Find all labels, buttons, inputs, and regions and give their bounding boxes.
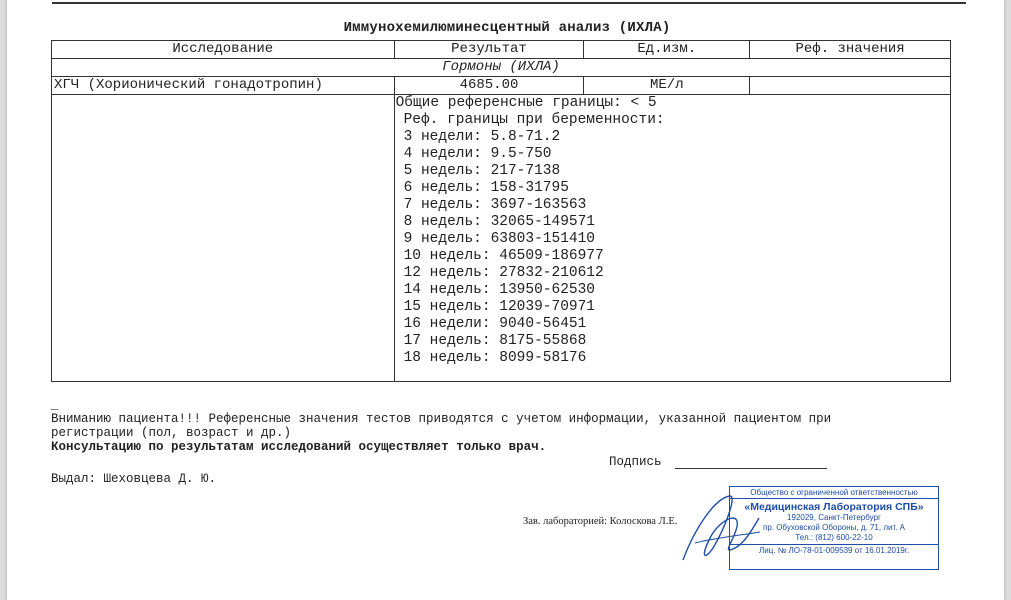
section-title: Гормоны (ИХЛА)	[52, 59, 951, 77]
reference-empty-cell	[52, 95, 395, 382]
consultation-notice: Консультацию по результатам исследований осуществляет только врач.	[51, 440, 547, 454]
top-rule	[52, 2, 966, 4]
ref-line: 8 недель: 32065-149571	[403, 214, 595, 230]
patient-notice-line2: регистрации (пол, возраст и др.)	[51, 426, 292, 440]
document-page	[7, 0, 1004, 600]
ref-line: 4 недели: 9.5-750	[403, 146, 552, 162]
ref-line: 5 недель: 217-7138	[403, 163, 561, 179]
table-header-row	[52, 41, 951, 59]
row-unit: МЕ/л	[584, 77, 750, 95]
ref-line: 10 недель: 46509-186977	[403, 248, 604, 264]
results-table	[51, 40, 951, 382]
ref-line: 18 недель: 8099-58176	[403, 350, 587, 366]
stamp-lab-name: «Медицинская Лаборатория СПБ»	[744, 501, 924, 513]
document-title: Иммунохемилюминесцентный анализ (ИХЛА)	[343, 20, 671, 36]
signature-line	[675, 468, 827, 469]
table-row	[52, 77, 951, 95]
ref-line: 17 недель: 8175-55868	[403, 333, 587, 349]
stamp-line: Тел.: (812) 600-22-10	[795, 533, 873, 542]
section-row	[52, 59, 951, 77]
header-result: Результат	[394, 41, 584, 59]
stamp-line: 192029, Санкт-Петербург	[787, 513, 881, 522]
signature-label: Подпись	[609, 455, 662, 469]
ref-line: 9 недель: 63803-151410	[403, 231, 595, 247]
footer-mark: _	[51, 398, 59, 412]
ref-line: Реф. границы при беременности:	[403, 112, 665, 128]
ref-line: 12 недель: 27832-210612	[403, 265, 604, 281]
header-unit: Ед.изм.	[584, 41, 750, 59]
laboratory-stamp	[729, 486, 939, 570]
head-of-lab: Зав. лабораторией: Колоскова Л.Е.	[523, 516, 678, 527]
stamp-line: пр. Обуховской Обороны, д. 71, лит. А	[762, 523, 906, 532]
ref-line: 3 недели: 5.8-71.2	[403, 129, 561, 145]
header-reference: Реф. значения	[750, 41, 951, 59]
issued-by: Выдал: Шеховцева Д. Ю.	[51, 472, 217, 486]
row-reference	[750, 77, 951, 95]
header-study: Исследование	[52, 41, 395, 59]
ref-line: 16 недели: 9040-56451	[403, 316, 587, 332]
row-study-name: ХГЧ (Хорионический гонадотропин)	[52, 77, 395, 95]
stamp-line: Общество с ограниченной ответственностью	[730, 487, 938, 499]
reference-row	[52, 95, 951, 382]
stamp-license: Лиц. № ЛО-78-01-009539 от 16.01.2019г.	[730, 544, 938, 555]
patient-notice-line1: Вниманию пациента!!! Референсные значения тестов приводятся с учетом информации, указанной пациентом при	[51, 412, 832, 426]
ref-line: 6 недель: 158-31795	[403, 180, 569, 196]
reference-ranges	[394, 95, 950, 382]
ref-line: 7 недель: 3697-163563	[403, 197, 587, 213]
ref-line: 14 недель: 13950-62530	[403, 282, 595, 298]
ref-line: 15 недель: 12039-70971	[403, 299, 595, 315]
row-result: 4685.00	[394, 77, 584, 95]
ref-line: Общие референсные границы: < 5	[395, 95, 657, 111]
